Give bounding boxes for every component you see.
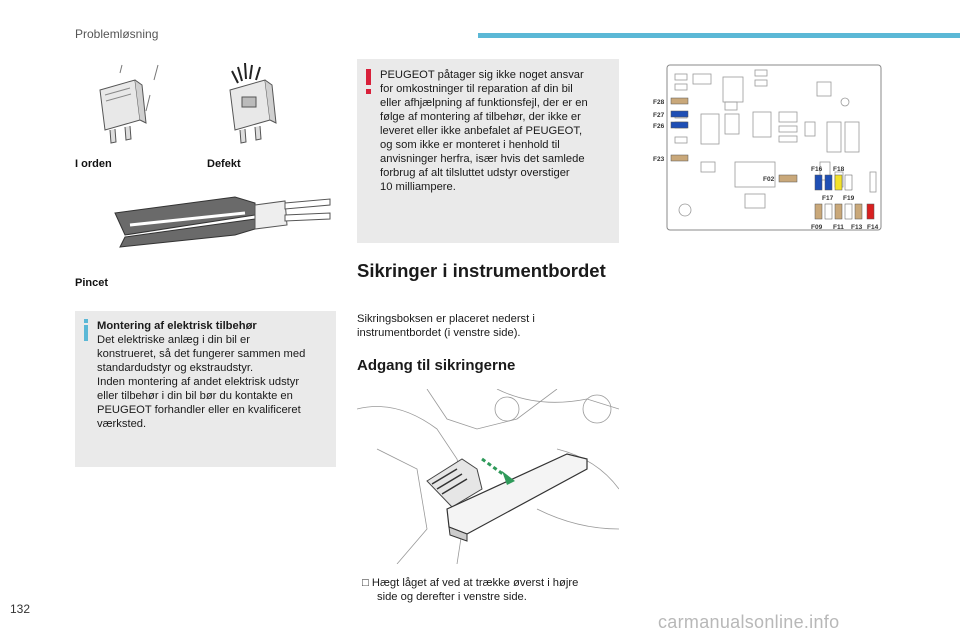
fuse-defect-label: Defekt (207, 158, 241, 170)
info-icon (84, 325, 88, 341)
warning-icon (366, 69, 371, 85)
label-f17: F17 (822, 195, 834, 202)
fuse-f27 (671, 111, 688, 117)
warning-line: PEUGEOT påtager sig ikke noget ansvar (380, 69, 584, 81)
fuse-f28 (671, 98, 688, 104)
fuse-f02 (779, 175, 797, 182)
label-f11: F11 (833, 224, 844, 231)
label-f26: F26 (653, 123, 665, 130)
fuse-f19 (845, 175, 852, 190)
step-text: Hægt låget af ved at trække øverst i højre (371, 577, 579, 589)
intro-line: Sikringsboksen er placeret nederst i (357, 313, 535, 325)
warning-line: 10 milliampere. (380, 181, 456, 193)
warning-line: leveret eller ikke anbefalet af PEUGEOT, (380, 125, 583, 137)
label-f23: F23 (653, 156, 665, 163)
fuse-f17 (825, 175, 832, 190)
info-box-title: Montering af elektrisk tilbehør (97, 320, 257, 332)
fuse-f11 (835, 204, 842, 219)
fuse-f13 (855, 204, 862, 219)
fuse-f14 (867, 204, 874, 219)
fuse-comparison-illustration (80, 55, 280, 150)
fuse-f12 (845, 204, 852, 219)
header-accent-bar (478, 33, 960, 38)
fuse-f09 (815, 204, 822, 219)
warning-line: eller afhjælpning af funktionsfejl, der er en (380, 97, 588, 109)
info-line: eller tilbehør i din bil bør du kontakte en (97, 390, 293, 402)
warning-line: følge af montering af tilbehør, der ikke er (380, 111, 581, 123)
warning-line: og som ikke er monteret i henhold til (380, 139, 560, 151)
fuse-defect-image (230, 63, 276, 143)
warning-icon-dot (366, 89, 371, 94)
label-f19: F19 (843, 195, 855, 202)
fuse-ok-label: I orden (75, 158, 112, 170)
info-box (75, 311, 336, 467)
fuse-box-diagram (645, 62, 885, 237)
label-f14: F14 (867, 224, 879, 231)
intro-line: instrumentbordet (i venstre side). (357, 327, 521, 339)
label-f16: F16 (811, 166, 823, 173)
fuse-f18 (835, 175, 842, 190)
watermark: carmanualsonline.info (658, 612, 840, 632)
fuse-f26 (671, 122, 688, 128)
info-line: konstrueret, så det fungerer sammen med (97, 348, 306, 360)
tweezers-label: Pincet (75, 277, 109, 289)
subsection-title: Adgang til sikringerne (357, 357, 516, 374)
warning-box (357, 59, 619, 243)
section-title: Sikringer i instrumentbordet (357, 260, 606, 281)
label-f28: F28 (653, 99, 665, 106)
label-f18: F18 (833, 166, 845, 173)
warning-line: forbrug af alt tilsluttet udstyr overstiger (380, 167, 570, 179)
page-number: 132 (10, 602, 31, 616)
fuse-ok-image (100, 65, 158, 143)
label-f09: F09 (811, 224, 823, 231)
fuse-access-illustration (357, 389, 619, 564)
info-icon-dot (84, 319, 88, 323)
info-line: PEUGEOT forhandler eller en kvalificeret (97, 404, 301, 416)
info-line: Det elektriske anlæg i din bil er (97, 334, 250, 346)
info-line: værksted. (97, 418, 147, 430)
tweezers-image (105, 185, 335, 255)
label-f02: F02 (763, 176, 775, 183)
label-f27: F27 (653, 112, 665, 119)
step-line-2: side og derefter i venstre side. (377, 591, 527, 603)
label-f13: F13 (851, 224, 863, 231)
step-bullet-icon: □ (362, 577, 372, 589)
section-header: Problemløsning (75, 27, 159, 41)
fuse-f10 (825, 204, 832, 219)
warning-line: anvisninger herfra, især hvis det samlede (380, 153, 585, 165)
step-line-1 (362, 576, 617, 590)
info-line: Inden montering af andet elektrisk udstyr (97, 376, 300, 388)
fuse-f23 (671, 155, 688, 161)
info-line: standardudstyr og ekstraudstyr. (97, 362, 254, 374)
warning-line: for omkostninger til reparation af din bil (380, 83, 573, 95)
fuse-f16 (815, 175, 822, 190)
